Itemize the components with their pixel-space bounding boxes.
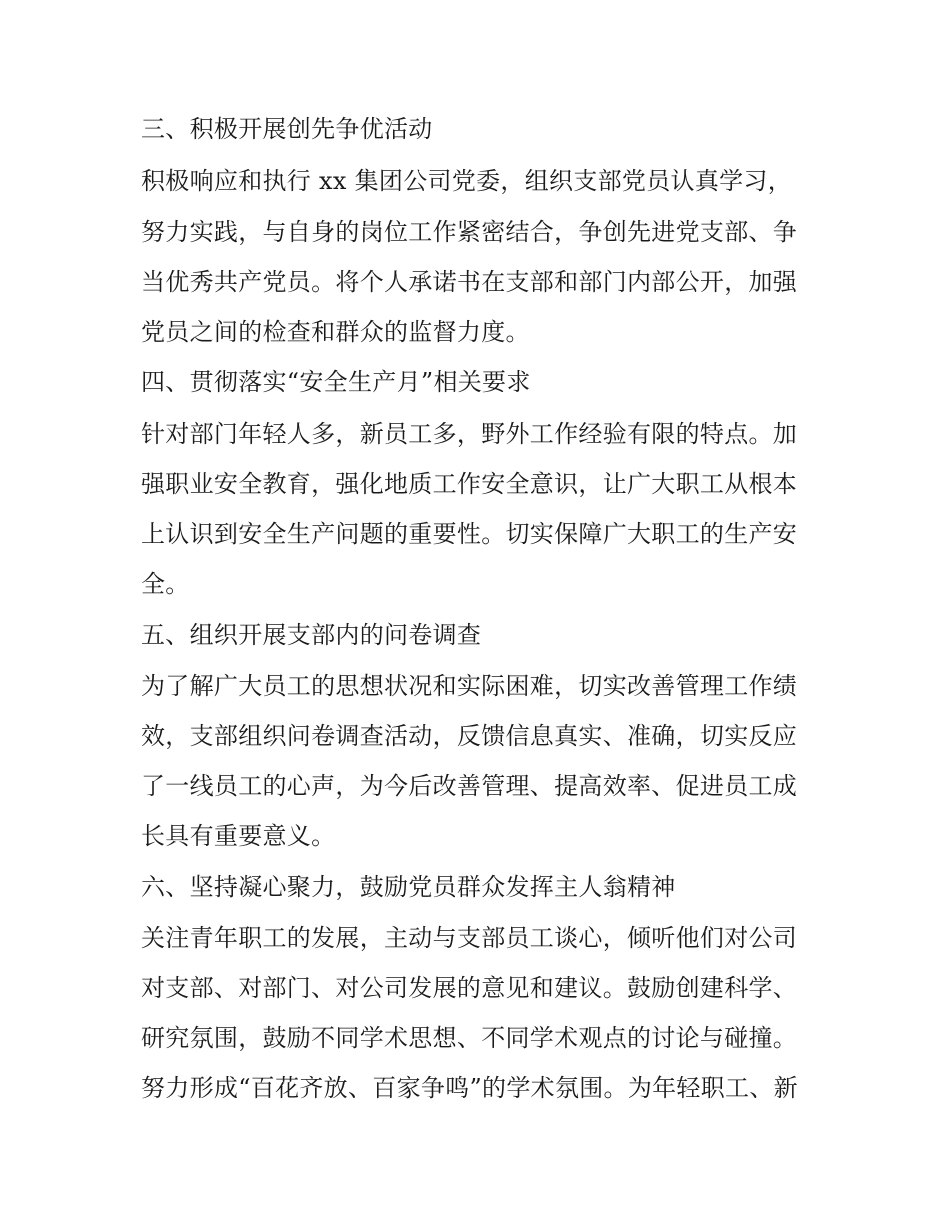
section-heading-3: 三、积极开展创先争优活动 [141, 115, 433, 143]
paragraph-line: 对支部、对部门、对公司发展的意见和建议。鼓励创建科学、 [141, 974, 798, 1002]
paragraph-line: 针对部门年轻人多，新员工多，野外工作经验有限的特点。加 [141, 420, 798, 448]
paragraph-line: 党员之间的检查和群众的监督力度。 [141, 318, 530, 346]
paragraph-line: 全。 [141, 570, 190, 598]
section-heading-4: 四、贯彻落实“安全生产月”相关要求 [141, 368, 531, 396]
paragraph-line: 积极响应和执行 xx 集团公司党委，组织支部党员认真学习， [141, 167, 793, 195]
paragraph-line: 为了解广大员工的思想状况和实际困难，切实改善管理工作绩 [141, 672, 798, 700]
section-heading-6: 六、坚持凝心聚力，鼓励党员群众发挥主人翁精神 [141, 873, 676, 901]
paragraph-line: 努力形成“百花齐放、百家争鸣”的学术氛围。为年轻职工、新 [141, 1074, 798, 1102]
paragraph-line: 了一线员工的心声，为今后改善管理、提高效率、促进员工成 [141, 772, 798, 800]
paragraph-line: 上认识到安全生产问题的重要性。切实保障广大职工的生产安 [141, 520, 798, 548]
paragraph-line: 当优秀共产党员。将个人承诺书在支部和部门内部公开，加强 [141, 268, 798, 296]
paragraph-line: 努力实践，与自身的岗位工作紧密结合，争创先进党支部、争 [141, 218, 798, 246]
paragraph-line: 长具有重要意义。 [141, 822, 336, 850]
paragraph-line: 效，支部组织问卷调查活动，反馈信息真实、准确，切实反应 [141, 722, 798, 750]
section-heading-5: 五、组织开展支部内的问卷调查 [141, 621, 482, 649]
paragraph-line: 研究氛围，鼓励不同学术思想、不同学术观点的讨论与碰撞。 [141, 1024, 798, 1052]
paragraph-line: 关注青年职工的发展，主动与支部员工谈心，倾听他们对公司 [141, 924, 798, 952]
paragraph-line: 强职业安全教育，强化地质工作安全意识，让广大职工从根本 [141, 470, 798, 498]
